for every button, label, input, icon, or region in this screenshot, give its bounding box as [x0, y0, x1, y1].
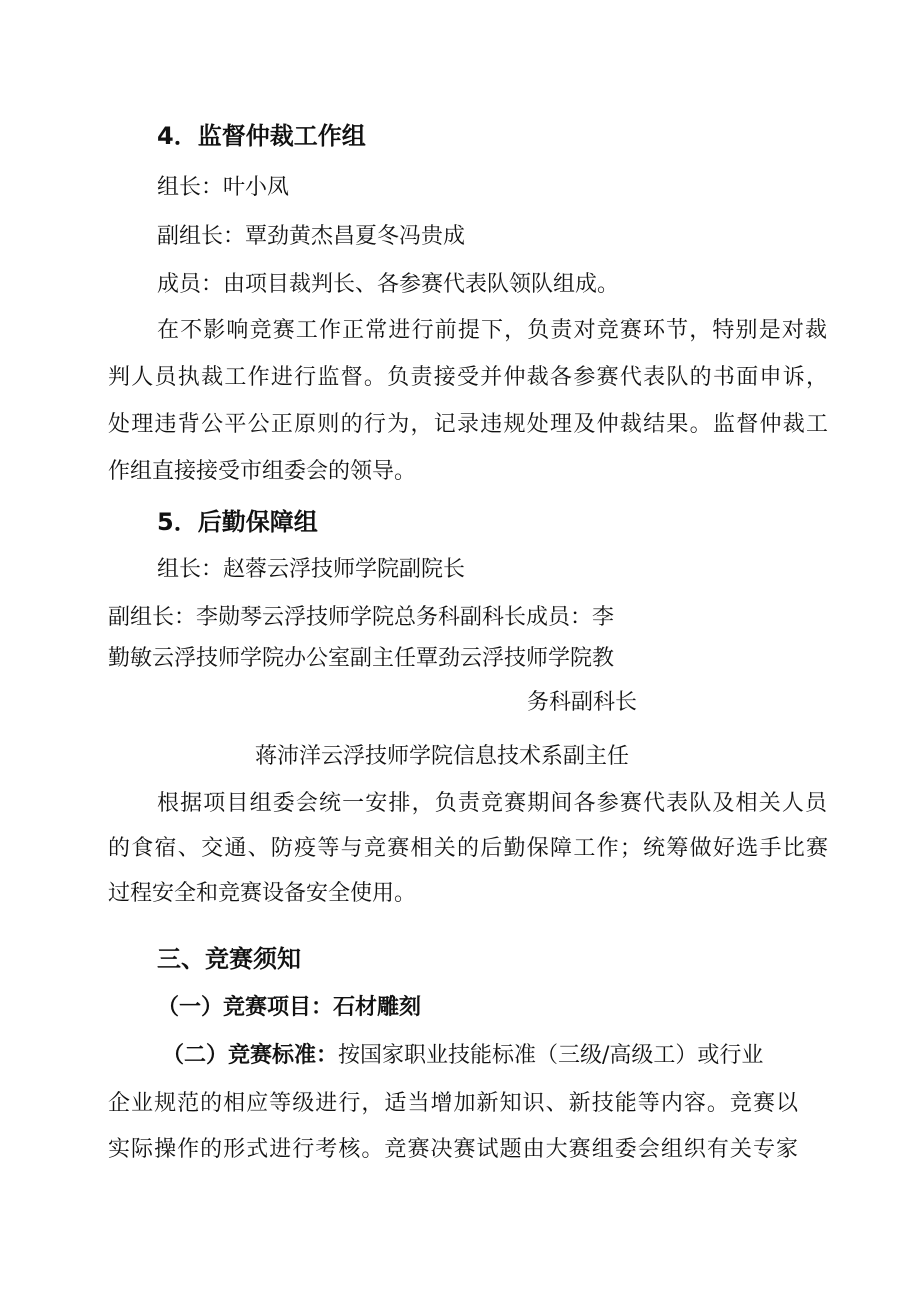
part3-item2-line: 实际操作的形式进行考核。竞赛决赛试题由大赛组委会组织有关专家 [108, 1137, 798, 1162]
part3-item2-label: （二）竞赛标准： [162, 1043, 339, 1068]
part3-item2-line1 [162, 1041, 763, 1071]
section5-duty-line: 过程安全和竞赛设备安全使用。 [108, 881, 417, 906]
section4-title: 4．监督仲裁工作组 [157, 122, 366, 150]
section5-title: 5．后勤保障组 [157, 508, 318, 536]
section4-leader: 组长：叶小凤 [157, 175, 290, 200]
section4-duty-line: 判人员执裁工作进行监督。负责接受并仲裁各参赛代表队的书面申诉， [108, 365, 828, 390]
part3-item1: （一）竞赛项目：石材雕刻 [157, 995, 422, 1020]
section4-vice-leaders: 副组长：覃劲黄杰昌夏冬冯贵成 [157, 224, 466, 249]
section5-duty-line: 的食宿、交通、防疫等与竞赛相关的后勤保障工作；统筹做好选手比赛 [108, 836, 828, 861]
part3-item2-text: 按国家职业技能标准（三级/高级工）或行业 [338, 1043, 764, 1068]
section4-duty-line: 处理违背公平公正原则的行为，记录违规处理及仲裁结果。监督仲裁工 [108, 412, 828, 437]
section5-duty-line: 根据项目组委会统一安排，负责竞赛期间各参赛代表队及相关人员 [157, 791, 827, 816]
section4-duty-line: 在不影响竞赛工作正常进行前提下，负责对竞赛环节，特别是对裁 [157, 318, 827, 343]
section5-vice-line: 蒋沛洋云浮技师学院信息技术系副主任 [255, 744, 630, 769]
section4-duty-line: 作组直接接受市组委会的领导。 [108, 459, 417, 484]
section5-vice-line: 务科副科长 [527, 690, 638, 715]
section5-vice-line: 勤敏云浮技师学院办公室副主任覃劲云浮技师学院教 [108, 646, 615, 671]
section4-members: 成员：由项目裁判长、各参赛代表队领队组成。 [157, 272, 620, 297]
part3-title: 三、竞赛须知 [157, 945, 301, 973]
part3-item2-line: 企业规范的相应等级进行，适当增加新知识、新技能等内容。竞赛以 [108, 1091, 798, 1116]
section5-leader: 组长：赵蓉云浮技师学院副院长 [157, 557, 466, 582]
section5-vice-line: 副组长：李勋琴云浮技师学院总务科副科长成员：李 [108, 605, 615, 630]
